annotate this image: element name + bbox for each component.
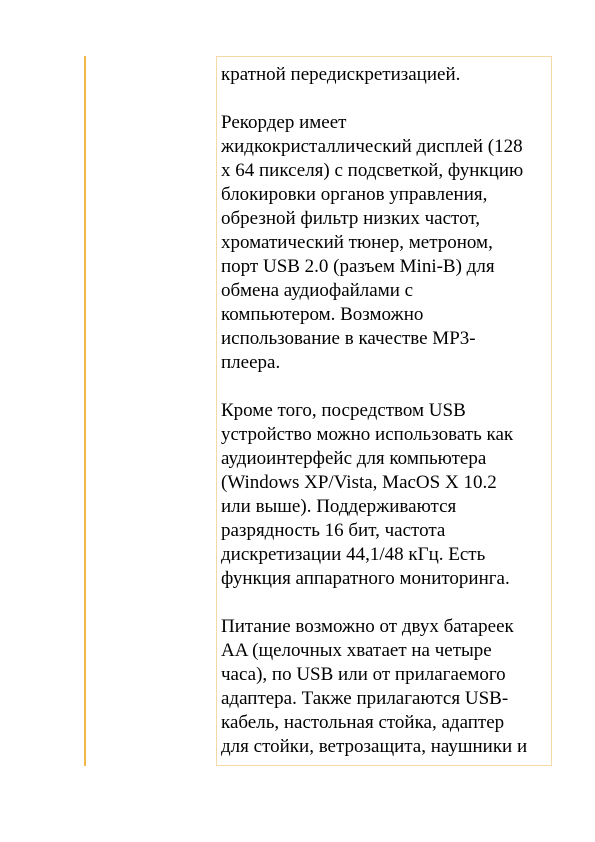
text-line: плеера. (221, 352, 281, 373)
text-line: блокировки органов управления, (221, 184, 488, 205)
text-line: обмена аудиофайлами с (221, 280, 414, 301)
text-line: функция аппаратного мониторинга. (221, 568, 510, 589)
text-line: x 64 пикселя) с подсветкой, функцию (221, 160, 524, 181)
text-line: хроматический тюнер, метроном, (221, 232, 493, 253)
paragraph-usb-audio-interface (221, 399, 549, 591)
text-line: дискретизации 44,1/48 кГц. Есть (221, 544, 486, 565)
text-line: AA (щелочных хватает на четыре (221, 640, 492, 661)
text-line: компьютером. Возможно (221, 304, 424, 325)
text-line: Кроме того, посредством USB (221, 400, 466, 421)
text-line: устройство можно использовать как (221, 424, 514, 445)
text-line: для стойки, ветрозащита, наушники и (221, 736, 528, 757)
text-line: адаптера. Также прилагаются USB- (221, 688, 509, 709)
left-margin-rule (84, 56, 86, 766)
paragraph-power-accessories (221, 615, 549, 759)
text-line: часа), по USB или от прилагаемого (221, 664, 506, 685)
text-line: использование в качестве MP3- (221, 328, 476, 349)
text-line: кратной передискретизацией. (221, 64, 461, 85)
text-line: (Windows XP/Vista, MacOS X 10.2 (221, 472, 497, 493)
text-line: аудиоинтерфейс для компьютера (221, 448, 487, 469)
text-line: порт USB 2.0 (разъем Mini-B) для (221, 256, 495, 277)
text-line: кабель, настольная стойка, адаптер (221, 712, 505, 733)
paragraph-recorder-features (221, 111, 549, 375)
text-line: жидкокристаллический дисплей (128 (221, 136, 523, 157)
paragraph-continuation (221, 63, 549, 87)
text-line: Рекордер имеет (221, 112, 347, 133)
text-line: Питание возможно от двух батареек (221, 616, 514, 637)
text-line: обрезной фильтр низких частот, (221, 208, 480, 229)
text-line: или выше). Поддерживаются (221, 496, 457, 517)
text-line: разрядность 16 бит, частота (221, 520, 446, 541)
text-frame (216, 56, 552, 766)
